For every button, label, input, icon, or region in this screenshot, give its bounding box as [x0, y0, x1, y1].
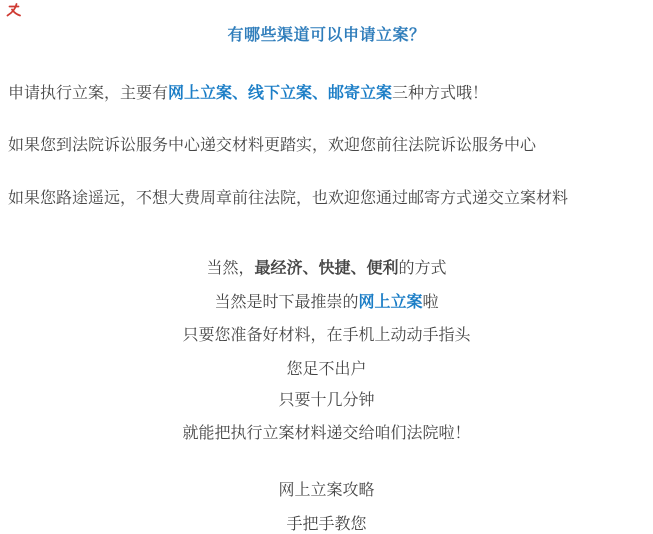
article-title: 有哪些渠道可以申请立案？	[227, 27, 426, 44]
intro-text-post: 三种方式哦！	[392, 85, 489, 102]
channel-highlight: 网上立案、线下立案、邮寄立案	[168, 85, 393, 102]
best-way-pre: 当然，	[206, 260, 255, 277]
minutes-line: 只要十几分钟	[278, 392, 375, 409]
guide-title-line: 网上立案攻略	[278, 482, 375, 499]
submit-line: 就能把执行立案材料递交给咱们法院啦！	[182, 425, 471, 442]
stay-home-line: 您足不出户	[286, 361, 367, 378]
online-filing-line	[0, 293, 653, 313]
intro-paragraph	[8, 84, 488, 104]
guide-subtitle-line: 手把手教您	[286, 516, 367, 533]
prepare-materials-line: 只要您准备好材料，在手机上动动手指头	[182, 327, 471, 344]
offline-channel-paragraph: 如果您到法院诉讼服务中心递交材料更踏实，欢迎您前往法院诉讼服务中心	[8, 137, 537, 154]
best-way-line	[0, 259, 653, 279]
intro-text-pre: 申请执行立案，主要有	[8, 85, 169, 102]
best-way-bold: 最经济、快捷、便利	[254, 260, 399, 277]
online-filing-highlight: 网上立案	[358, 294, 423, 311]
online-filing-post: 啦	[422, 294, 439, 311]
online-filing-pre: 当然是时下最推崇的	[214, 294, 359, 311]
best-way-post: 的方式	[398, 260, 447, 277]
red-corner-glyph-icon	[6, 3, 22, 19]
mail-channel-paragraph: 如果您路途遥远，不想大费周章前往法院，也欢迎您通过邮寄方式递交立案材料	[8, 190, 569, 207]
